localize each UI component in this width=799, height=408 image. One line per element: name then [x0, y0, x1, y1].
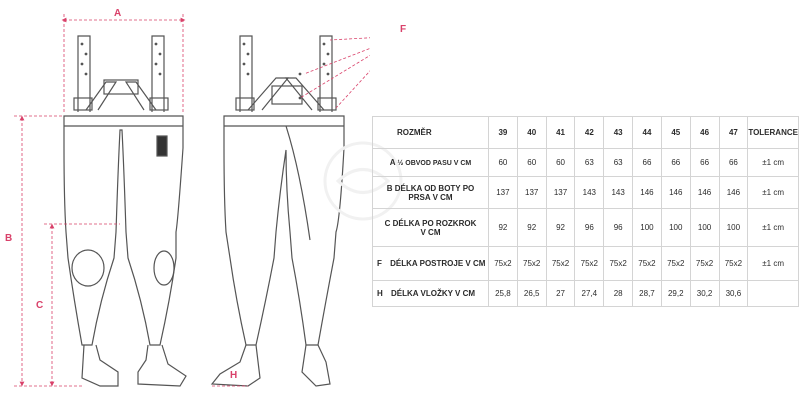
table-cell: 63 [575, 149, 604, 177]
table-cell: 75x2 [719, 247, 748, 281]
table-cell: 63 [604, 149, 633, 177]
row-label [373, 247, 489, 281]
table-cell: 75x2 [690, 247, 719, 281]
table-cell: 60 [546, 149, 575, 177]
row-label [373, 149, 489, 177]
dimension-label-b: B [5, 233, 13, 244]
size-header-cell: 44 [633, 117, 662, 149]
size-header-cell: 41 [546, 117, 575, 149]
table-cell: 137 [517, 177, 546, 209]
table-title: ROZMĚR [373, 117, 489, 149]
row-label-line1: DÉLKA VLOŽKY V CM [391, 289, 476, 298]
waders-technical-drawing [0, 0, 370, 408]
table-cell: 29,2 [661, 281, 690, 307]
table-cell: 96 [604, 209, 633, 247]
table-cell: 75x2 [604, 247, 633, 281]
front-suspender-dots [81, 43, 162, 76]
table-cell: 92 [517, 209, 546, 247]
table-cell: 143 [575, 177, 604, 209]
table-cell: 75x2 [575, 247, 604, 281]
table-cell: 66 [719, 149, 748, 177]
row-label-line1: DÉLKA PO ROZKROK [392, 218, 477, 228]
back-suspender-dots [243, 43, 330, 100]
table-cell: 96 [575, 209, 604, 247]
row-label-line1: DÉLKA POSTROJE V CM [390, 259, 486, 268]
size-header-cell: 46 [690, 117, 719, 149]
tolerance-cell: ±1 cm [748, 247, 799, 281]
table-row [373, 177, 799, 209]
table-row [373, 247, 799, 281]
table-cell: 75x2 [661, 247, 690, 281]
table-cell: 137 [489, 177, 518, 209]
table-cell: 66 [633, 149, 662, 177]
table-cell: 143 [604, 177, 633, 209]
tolerance-cell [748, 281, 799, 307]
size-header-cell: 43 [604, 117, 633, 149]
size-header-row [373, 117, 799, 149]
table-cell: 100 [633, 209, 662, 247]
table-cell: 60 [489, 149, 518, 177]
table-cell: 75x2 [489, 247, 518, 281]
dimension-label-c: C [36, 300, 44, 311]
table-cell: 100 [690, 209, 719, 247]
size-header-cell: 39 [489, 117, 518, 149]
table-cell: 100 [661, 209, 690, 247]
table-cell: 25,8 [489, 281, 518, 307]
front-view-waders [64, 36, 186, 386]
size-header-cell: 40 [517, 117, 546, 149]
size-header-cell: 42 [575, 117, 604, 149]
table-cell: 146 [633, 177, 662, 209]
table-cell: 146 [690, 177, 719, 209]
table-cell: 100 [719, 209, 748, 247]
tolerance-cell: ±1 cm [748, 209, 799, 247]
table-cell: 28 [604, 281, 633, 307]
row-letter: F [377, 259, 382, 268]
tolerance-cell: ±1 cm [748, 149, 799, 177]
dimension-label-a: A [114, 8, 122, 19]
row-label [373, 177, 489, 209]
table-cell: 66 [690, 149, 719, 177]
row-label [373, 209, 489, 247]
dimension-lines [14, 14, 370, 386]
row-letter: H [377, 289, 383, 298]
table-cell: 146 [661, 177, 690, 209]
dimension-label-h: H [230, 370, 238, 381]
table-row [373, 149, 799, 177]
table-cell: 146 [719, 177, 748, 209]
table-cell: 27 [546, 281, 575, 307]
table-cell: 66 [661, 149, 690, 177]
table-cell: 75x2 [546, 247, 575, 281]
row-label [373, 281, 489, 307]
row-label-line2: V CM [420, 227, 441, 237]
size-header-cell: 47 [719, 117, 748, 149]
row-label-line1: DÉLKA OD BOTY PO [394, 183, 475, 193]
dimension-label-f: F [400, 24, 407, 35]
tolerance-header: TOLERANCE [748, 117, 799, 149]
tolerance-cell: ±1 cm [748, 177, 799, 209]
row-letter: C [384, 218, 391, 228]
row-letter: A [389, 158, 396, 167]
row-letter: B [386, 183, 393, 193]
table-cell: 75x2 [633, 247, 662, 281]
table-cell: 30,2 [690, 281, 719, 307]
row-label-line1: ½ OBVOD PASU V CM [397, 160, 472, 167]
table-cell: 92 [489, 209, 518, 247]
table-cell: 30,6 [719, 281, 748, 307]
size-table [372, 116, 799, 307]
row-label-line2: PRSA V CM [408, 192, 453, 202]
table-cell: 75x2 [517, 247, 546, 281]
size-header-cell: 45 [661, 117, 690, 149]
table-row [373, 209, 799, 247]
table-cell: 26,5 [517, 281, 546, 307]
table-cell: 137 [546, 177, 575, 209]
table-cell: 27,4 [575, 281, 604, 307]
table-cell: 92 [546, 209, 575, 247]
table-row [373, 281, 799, 307]
table-cell: 60 [517, 149, 546, 177]
table-cell: 28,7 [633, 281, 662, 307]
